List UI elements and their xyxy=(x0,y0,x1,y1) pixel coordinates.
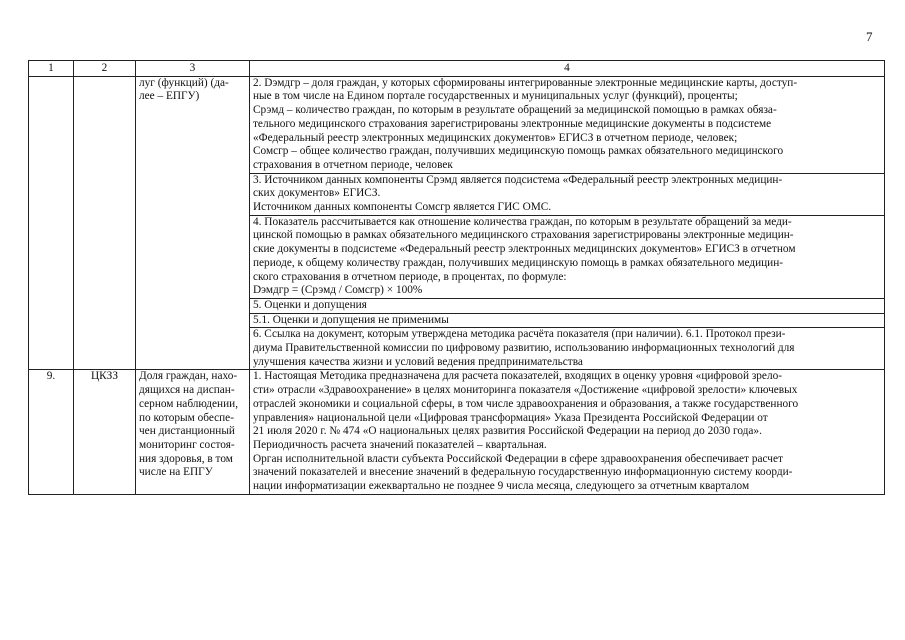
methodology-table xyxy=(28,60,885,495)
row-a-code-cell xyxy=(74,76,136,370)
text-line: ния здоровья, в том xyxy=(139,452,233,465)
text-line: отраслей экономики и социальной сферы, в том числе здравоохранения и образования, а также государственного xyxy=(253,397,799,410)
header-col-2: 2 xyxy=(74,61,136,77)
text-line: Источником данных компоненты Сомсгр является ГИС ОМС. xyxy=(253,201,552,214)
text-line: значений показателей и внесение значений в федеральную государственную информационную систему коорди- xyxy=(253,466,793,479)
text-line: сти» отрасли «Здравоохранение» в целях мониторинга показателя «Достижение «цифровой зрелости» ключевых xyxy=(253,384,798,397)
text-line: мониторинг состоя- xyxy=(139,438,235,451)
section-6-reference xyxy=(250,328,885,370)
text-line: лее – ЕПГУ) xyxy=(139,90,200,103)
text-line: 5. Оценки и допущения xyxy=(253,298,367,311)
text-line: ских документов» ЕГИСЗ. xyxy=(253,187,381,200)
text-line: ные в том числе на Едином портале государственных и муниципальных услуг (функций), проценты; xyxy=(253,90,738,103)
row-b-number: 9. xyxy=(29,370,74,494)
text-line: 6. Ссылка на документ, которым утверждена методика расчёта показателя (при наличии). 6.1. Протокол прези- xyxy=(253,328,786,341)
text-line: ские документы в подсистеме «Федеральный реестр электронных медицинских документов» ЕГИСЗ в отчетном xyxy=(253,243,796,256)
text-line: 2. Dэмдгр – доля граждан, у которых сформированы интегрированные электронные медицинские карты, доступ- xyxy=(253,76,798,89)
text-line: серном наблюдении, xyxy=(139,397,239,410)
text-line: ского страхования в отчетном периоде, в процентах, по формуле: xyxy=(253,270,567,283)
section-5-estimates xyxy=(250,298,885,313)
text-line: управления» национальной цели «Цифровая трансформация» Указа Президента Российской Федерации от xyxy=(253,411,768,424)
text-line: 21 июля 2020 г. № 474 «О национальных целях развития Российской Федерации на период до 2030 года». xyxy=(253,425,762,438)
text-line: 3. Источником данных компоненты Срэмд является подсистема «Федеральный реестр электронных медицин- xyxy=(253,173,783,186)
text-line: страхования в отчетном периоде, человек xyxy=(253,158,453,171)
row-b-indicator-name xyxy=(136,370,250,494)
table-header-row xyxy=(29,61,885,77)
page-number: 7 xyxy=(866,29,873,44)
row-a-indicator-name xyxy=(136,76,250,370)
text-line: диума Правительственной комиссии по цифровому развитию, использованию информационных технологий для xyxy=(253,342,795,355)
text-line: улучшения качества жизни и условий ведения предпринимательства xyxy=(253,355,583,368)
section-4-calculation xyxy=(250,215,885,298)
row-b-code: ЦКЗЗ xyxy=(74,370,136,494)
text-line: Срэмд – количество граждан, по которым в результате обращений за медицинской помощью в рамках обяза- xyxy=(253,104,777,117)
text-line: Доля граждан, нахо- xyxy=(139,370,238,383)
header-col-1: 1 xyxy=(29,61,74,77)
section-5-1-estimates xyxy=(250,313,885,328)
text-line: цинской помощью в рамках обязательного медицинского страхования зарегистрированы электронные медицин- xyxy=(253,229,794,242)
row-a-number-cell xyxy=(29,76,74,370)
text-line: чен дистанционный xyxy=(139,425,235,438)
table-row xyxy=(29,76,885,173)
text-line: Орган исполнительной власти субъекта Российской Федерации в сфере здравоохранения обеспечивает расчет xyxy=(253,452,783,465)
text-line: 4. Показатель рассчитывается как отношение количества граждан, по которым в результате обращений за меди- xyxy=(253,215,792,228)
text-line: луг (функций) (да- xyxy=(139,76,229,89)
text-line: Периодичность расчета значений показателей – квартальная. xyxy=(253,438,547,451)
section-2-definitions xyxy=(250,76,885,173)
header-col-4: 4 xyxy=(250,61,885,77)
text-line: дящихся на диспан- xyxy=(139,384,235,397)
text-line: 5.1. Оценки и допущения не применимы xyxy=(253,313,449,326)
table-row xyxy=(29,370,885,494)
text-line: нации информатизации ежеквартально не позднее 9 числа месяца, следующего за отчетным кварталом xyxy=(253,480,750,493)
text-line: числе на ЕПГУ xyxy=(139,466,213,479)
row-b-methodology-text xyxy=(250,370,885,494)
text-line: периоде, к общему количеству граждан, получивших медицинскую помощь в рамках обязательного медицин- xyxy=(253,256,784,269)
text-line: «Федеральный реестр электронных медицинских документов» ЕГИСЗ в отчетном периоде, человек; xyxy=(253,131,738,144)
text-line: тельного медицинского страхования зарегистрированы электронные медицинские документы в подсистеме xyxy=(253,117,772,130)
text-line: Dэмдгр = (Срэмд / Сомсгр) × 100% xyxy=(253,284,423,297)
text-line: 1. Настоящая Методика предназначена для расчета показателей, входящих в оценку уровня «цифровой зрело- xyxy=(253,370,782,383)
header-col-3: 3 xyxy=(136,61,250,77)
text-line: по которым обеспе- xyxy=(139,411,234,424)
section-3-data-sources xyxy=(250,173,885,215)
text-line: Сомсгр – общее количество граждан, получивших медицинскую помощь рамках обязательного медицинского xyxy=(253,145,784,158)
